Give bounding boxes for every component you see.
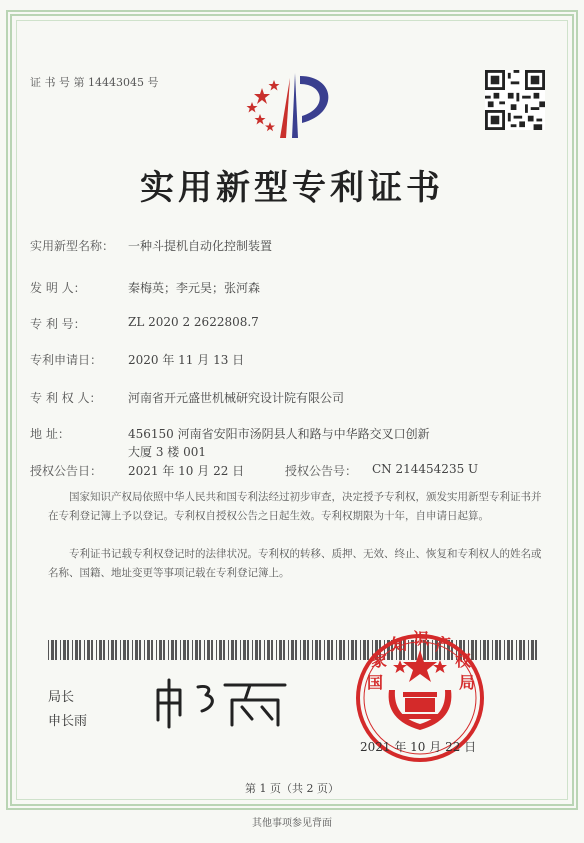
filing-date-label: 专利申请日：	[30, 353, 103, 367]
patent-holder-value: 河南省开元盛世机械研究设计院有限公司	[128, 391, 345, 405]
address-value-line-2: 大厦 3 楼 001	[128, 445, 206, 459]
address-value-line-1: 456150 河南省安阳市汤阴县人和路与中华路交叉口创新	[128, 427, 430, 441]
seal-date: 2021 年 10 月 22 日	[360, 740, 477, 754]
inventor-label: 发 明 人：	[30, 281, 86, 295]
utility-model-name-value: 一种斗提机自动化控制装置	[128, 239, 273, 253]
signatory-name: 申长雨	[48, 714, 88, 729]
legal-status-paragraph: 专利证书记载专利权登记时的法律状况。专利权的转移、质押、无效、终止、恢复和专利权人的姓名或名称、国籍、地址变更等事项记载在专利登记簿上。	[48, 548, 542, 579]
page-number: 第 1 页（共 2 页）	[245, 782, 339, 795]
svg-text:国: 国	[367, 673, 384, 692]
svg-text:局: 局	[459, 673, 476, 692]
svg-text:识: 识	[413, 630, 430, 648]
inventor-value: 秦梅英；李元昊；张河森	[128, 281, 261, 295]
grant-number-label: 授权公告号：	[285, 464, 358, 478]
svg-text:知: 知	[391, 635, 408, 654]
svg-text:权: 权	[455, 651, 472, 670]
handwritten-signature-icon	[150, 675, 290, 730]
grant-date-value: 2021 年 10 月 22 日	[128, 464, 245, 478]
footer-note: 其他事项参见背面	[252, 818, 332, 829]
svg-text:产: 产	[435, 635, 452, 654]
page-title: 实用新型专利证书	[140, 168, 444, 208]
cnipa-logo-icon	[240, 68, 350, 148]
patent-number-value: ZL 2020 2 2622808.7	[128, 315, 259, 329]
grant-date-label: 授权公告日：	[30, 464, 103, 478]
patent-holder-label: 专 利 权 人：	[30, 391, 102, 405]
certificate-number: 证 书 号 第 14443045 号	[30, 76, 159, 89]
address-label: 地 址：	[30, 427, 70, 441]
grant-statement-paragraph: 国家知识产权局依照中华人民共和国专利法经过初步审查，决定授予专利权，颁发实用新型专利证书并在专利登记簿上予以登记。专利权自授权公告之日起生效。专利权期限为十年，自申请日起算。	[48, 491, 542, 522]
svg-text:家: 家	[371, 651, 388, 670]
patent-number-label: 专 利 号：	[30, 317, 86, 331]
utility-model-name-label: 实用新型名称：	[30, 239, 115, 253]
filing-date-value: 2020 年 11 月 13 日	[128, 353, 245, 367]
grant-number-value: CN 214454235 U	[372, 462, 479, 476]
signatory-title: 局长	[48, 690, 75, 705]
qr-code-icon	[485, 70, 545, 130]
